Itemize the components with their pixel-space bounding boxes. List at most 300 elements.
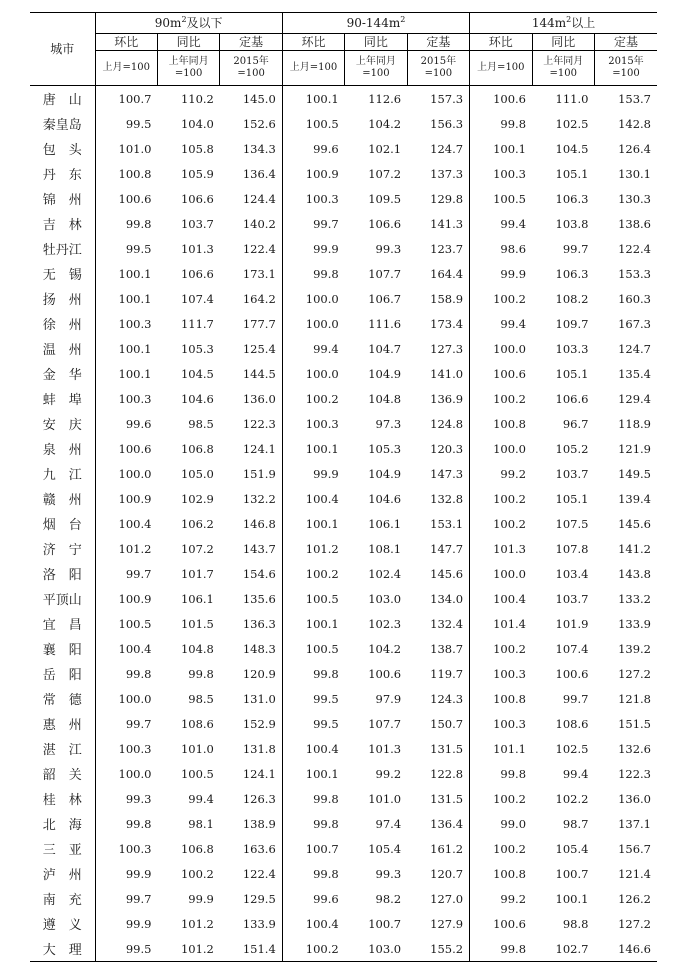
index-value: 111.6 [368,316,402,331]
index-value: 131.5 [430,741,464,756]
index-value: 130.1 [618,166,651,181]
index-value: 100.0 [95,461,157,486]
index-value: 100.2 [470,836,532,861]
index-value: 118.9 [618,416,651,431]
index-value: 147.3 [430,466,464,481]
index-value: 104.5 [555,141,589,156]
index-value: 136.0 [618,791,651,806]
table-row [30,711,657,736]
index-value: 124.8 [430,416,464,431]
index-value: 138.9 [242,816,276,831]
index-value: 110.2 [180,91,214,106]
index-value: 106.1 [368,516,402,531]
index-value: 152.6 [242,116,276,131]
index-value: 98.6 [470,236,532,261]
index-value: 150.7 [430,716,464,731]
index-value: 104.9 [368,366,402,381]
index-value: 99.3 [95,786,157,811]
index-value: 103.4 [555,566,589,581]
index-value: 105.8 [180,141,214,156]
index-value: 100.0 [95,686,157,711]
index-value: 98.5 [188,691,214,706]
index-value: 122.4 [242,866,276,881]
index-value: 156.7 [618,841,651,856]
city-name: 丹 东 [42,168,82,183]
index-value: 100.1 [282,611,344,636]
index-value: 136.3 [242,616,276,631]
city-name: 北 海 [42,818,82,833]
table-row [30,86,657,112]
base-label-prev-year: 上年同月=100 [345,51,407,86]
base-label-2015: 2015年=100 [594,51,657,86]
index-value: 100.3 [470,661,532,686]
index-value: 100.3 [470,711,532,736]
index-value: 105.3 [368,441,402,456]
index-value: 99.7 [95,886,157,911]
city-name: 烟 台 [42,518,82,533]
index-value: 100.2 [470,786,532,811]
sub-header-fixed-base: 定基 [407,34,469,51]
index-value: 142.8 [618,116,651,131]
index-value: 101.3 [180,241,214,256]
table-row [30,236,657,261]
index-value: 137.3 [430,166,464,181]
index-value: 104.8 [368,391,402,406]
table-row [30,836,657,861]
table-row [30,436,657,461]
group-header-under-90: $90m^2$及以下 [95,13,282,34]
index-value: 100.1 [282,86,344,112]
city-name: 扬 州 [42,293,82,308]
index-value: 101.7 [180,566,214,581]
index-value: 101.0 [180,741,214,756]
index-value: 99.2 [470,461,532,486]
index-value: 100.6 [470,911,532,936]
city-name: 锦 州 [42,193,82,208]
index-value: 139.2 [618,641,651,656]
index-value: 102.1 [368,141,402,156]
city-name: 遵 义 [42,918,82,933]
index-value: 100.0 [470,561,532,586]
city-name: 赣 州 [42,493,82,508]
index-value: 143.7 [242,541,276,556]
index-value: 100.3 [282,411,344,436]
index-value: 99.8 [282,261,344,286]
index-value: 108.2 [555,291,589,306]
index-value: 124.3 [430,691,464,706]
index-value: 121.9 [618,441,651,456]
index-value: 100.0 [282,286,344,311]
index-value: 122.4 [242,241,276,256]
index-value: 100.4 [95,636,157,661]
index-value: 99.9 [188,891,214,906]
index-value: 105.1 [555,491,589,506]
index-value: 108.6 [180,716,214,731]
index-value: 105.3 [180,341,214,356]
index-value: 99.8 [188,666,214,681]
index-value: 173.4 [430,316,464,331]
index-value: 127.9 [430,916,464,931]
index-value: 100.3 [95,311,157,336]
index-value: 100.0 [95,761,157,786]
index-value: 98.5 [188,416,214,431]
index-value: 99.5 [95,236,157,261]
index-value: 100.7 [555,866,589,881]
index-value: 129.5 [242,891,276,906]
table-row [30,736,657,761]
index-value: 136.4 [430,816,464,831]
index-value: 100.5 [180,766,214,781]
city-name: 湛 江 [42,743,82,758]
index-value: 100.6 [368,666,402,681]
table-row [30,486,657,511]
index-value: 99.6 [282,886,344,911]
table-row [30,186,657,211]
index-value: 149.5 [618,466,651,481]
index-value: 131.8 [242,741,276,756]
index-value: 161.2 [430,841,464,856]
index-value: 99.5 [282,711,344,736]
index-value: 133.9 [242,916,276,931]
index-value: 167.3 [618,316,651,331]
index-value: 146.6 [594,936,657,962]
group-header-90-144: $90-144m^2$ [282,13,469,34]
index-value: 129.8 [430,191,464,206]
index-value: 102.4 [368,566,402,581]
index-value: 143.8 [618,566,651,581]
table-row [30,386,657,411]
index-value: 100.3 [282,186,344,211]
index-value: 101.0 [368,791,402,806]
index-value: 99.7 [95,711,157,736]
index-value: 100.2 [282,936,344,962]
index-value: 136.9 [430,391,464,406]
index-value: 106.8 [180,441,214,456]
index-value: 145.6 [618,516,651,531]
index-value: 140.2 [242,216,276,231]
index-value: 99.8 [282,811,344,836]
index-value: 103.0 [368,591,402,606]
table-row [30,286,657,311]
table-row [30,536,657,561]
index-value: 103.7 [555,466,589,481]
index-value: 145.6 [430,566,464,581]
table-row [30,111,657,136]
index-value: 99.7 [95,561,157,586]
table-row [30,686,657,711]
index-value: 100.6 [555,666,589,681]
index-value: 158.9 [430,291,464,306]
index-value: 151.9 [242,466,276,481]
index-value: 101.5 [180,616,214,631]
index-value: 99.7 [562,241,589,256]
index-value: 100.4 [282,736,344,761]
index-value: 99.6 [282,136,344,161]
city-name: 南 充 [42,893,82,908]
index-value: 133.2 [618,591,651,606]
index-value: 104.8 [180,641,214,656]
index-value: 153.1 [430,516,464,531]
index-value: 127.2 [618,666,651,681]
index-value: 107.2 [368,166,402,181]
index-value: 99.9 [282,461,344,486]
index-value: 104.6 [368,491,402,506]
index-value: 160.3 [618,291,651,306]
index-value: 124.7 [618,341,651,356]
index-value: 146.8 [242,516,276,531]
index-value: 121.4 [618,866,651,881]
city-name: 蚌 埠 [42,393,82,408]
index-value: 106.6 [555,391,589,406]
index-value: 99.8 [95,811,157,836]
index-value: 138.6 [618,216,651,231]
sub-header-mom: 环比 [470,34,532,51]
index-value: 101.1 [470,736,532,761]
base-label-prev-year: 上年同月=100 [532,51,594,86]
table-row [30,611,657,636]
index-value: 101.2 [95,536,157,561]
city-name: 温 州 [42,343,82,358]
index-value: 97.4 [375,816,402,831]
index-value: 105.0 [180,466,214,481]
index-value: 100.7 [95,86,157,112]
index-value: 103.0 [345,936,407,962]
index-value: 99.7 [562,691,589,706]
index-value: 100.1 [95,361,157,386]
index-value: 107.4 [555,641,589,656]
index-value: 101.2 [157,936,219,962]
index-value: 139.4 [618,491,651,506]
index-value: 99.4 [188,791,214,806]
index-value: 107.8 [555,541,589,556]
city-name: 无 锡 [42,268,82,283]
index-value: 145.0 [242,91,276,106]
index-value: 99.3 [375,241,402,256]
index-value: 99.4 [282,336,344,361]
sub-header-yoy: 同比 [157,34,219,51]
city-name: 牡丹江 [42,243,82,258]
index-value: 99.8 [470,111,532,136]
index-value: 108.1 [368,541,402,556]
index-value: 112.6 [368,91,402,106]
city-name: 济 宁 [42,543,82,558]
index-value: 124.1 [242,766,276,781]
city-name: 襄 阳 [42,643,82,658]
city-name: 三 亚 [42,843,82,858]
index-value: 101.2 [180,916,214,931]
index-value: 121.8 [618,691,651,706]
index-value: 100.1 [470,136,532,161]
index-value: 122.3 [618,766,651,781]
table-row [30,411,657,436]
sub-header-fixed-base: 定基 [594,34,657,51]
table-row [30,211,657,236]
index-value: 100.8 [95,161,157,186]
index-value: 177.7 [242,316,276,331]
index-value: 100.7 [282,836,344,861]
index-value: 104.2 [368,116,402,131]
index-value: 100.4 [470,586,532,611]
table-row [30,886,657,911]
index-value: 100.6 [470,361,532,386]
index-value: 97.9 [375,691,402,706]
index-value: 100.1 [95,336,157,361]
index-value: 100.5 [282,636,344,661]
index-value: 125.4 [242,341,276,356]
city-name: 泸 州 [42,868,82,883]
index-value: 108.6 [555,716,589,731]
index-value: 106.2 [180,516,214,531]
index-value: 100.0 [282,361,344,386]
index-value: 100.8 [470,861,532,886]
index-value: 101.3 [368,741,402,756]
index-value: 100.1 [282,436,344,461]
sub-header-yoy: 同比 [532,34,594,51]
city-name: 惠 州 [42,718,82,733]
table-row [30,761,657,786]
index-value: 123.7 [430,241,464,256]
index-value: 119.7 [430,666,464,681]
index-value: 107.7 [368,266,402,281]
index-value: 120.7 [430,866,464,881]
city-name: 平顶山 [42,593,82,608]
index-value: 100.2 [470,286,532,311]
table-row [30,461,657,486]
city-name: 宜 昌 [42,618,82,633]
index-value: 105.9 [180,166,214,181]
city-name: 韶 关 [42,768,82,783]
city-name: 桂 林 [42,793,82,808]
index-value: 151.5 [618,716,651,731]
index-value: 106.1 [180,591,214,606]
index-value: 131.0 [242,691,276,706]
city-name: 包 头 [42,143,82,158]
index-value: 104.7 [368,341,402,356]
index-value: 100.0 [470,336,532,361]
index-value: 104.5 [180,366,214,381]
index-value: 100.3 [95,836,157,861]
index-value: 99.4 [562,766,589,781]
table-row [30,636,657,661]
index-value: 99.5 [95,936,157,962]
index-value: 102.5 [555,741,589,756]
index-value: 99.5 [282,686,344,711]
index-value: 106.6 [180,191,214,206]
city-name: 秦皇岛 [42,118,82,133]
index-value: 122.3 [242,416,276,431]
index-value: 103.7 [180,216,214,231]
city-name: 唐 山 [42,93,82,108]
index-value: 107.5 [555,516,589,531]
base-label-prev-month: 上月=100 [470,51,532,86]
index-value: 107.2 [180,541,214,556]
index-value: 141.3 [430,216,464,231]
index-value: 99.5 [95,111,157,136]
table-body [30,86,657,962]
index-value: 100.9 [282,161,344,186]
table-row [30,936,657,962]
index-value: 144.5 [242,366,276,381]
table-row [30,511,657,536]
index-value: 100.2 [282,561,344,586]
index-value: 132.6 [618,741,651,756]
index-value: 126.2 [618,891,651,906]
index-value: 106.7 [368,291,402,306]
base-label-2015: 2015年=100 [407,51,469,86]
index-value: 134.0 [430,591,464,606]
index-value: 100.5 [95,611,157,636]
index-value: 99.0 [470,811,532,836]
index-value: 98.1 [188,816,214,831]
city-name: 九 江 [42,468,82,483]
index-value: 147.7 [430,541,464,556]
index-value: 105.1 [555,166,589,181]
index-value: 109.7 [555,316,589,331]
index-value: 103.3 [555,341,589,356]
index-value: 120.3 [430,441,464,456]
index-value: 164.2 [242,291,276,306]
index-value: 107.4 [180,291,214,306]
index-value: 100.6 [95,186,157,211]
table-row [30,336,657,361]
index-value: 97.3 [375,416,402,431]
index-value: 136.4 [242,166,276,181]
city-name: 洛 阳 [42,568,82,583]
index-value: 99.9 [95,911,157,936]
index-value: 101.3 [470,536,532,561]
index-value: 105.4 [368,841,402,856]
index-value: 111.0 [555,91,589,106]
index-value: 152.9 [242,716,276,731]
index-value: 100.3 [470,161,532,186]
index-value: 100.2 [470,386,532,411]
index-value: 99.8 [282,861,344,886]
index-value: 164.4 [430,266,464,281]
index-value: 99.4 [470,211,532,236]
index-value: 126.4 [618,141,651,156]
index-value: 135.4 [618,366,651,381]
sub-header-mom: 环比 [282,34,344,51]
index-value: 105.1 [555,366,589,381]
index-value: 102.3 [368,616,402,631]
table-row [30,911,657,936]
index-value: 131.5 [430,791,464,806]
index-value: 100.8 [470,411,532,436]
index-value: 124.1 [242,441,276,456]
index-value: 127.2 [618,916,651,931]
sub-header-mom: 环比 [95,34,157,51]
index-value: 148.3 [242,641,276,656]
base-label-prev-month: 上月=100 [95,51,157,86]
table-row [30,561,657,586]
index-value: 98.7 [562,816,589,831]
index-value: 100.3 [95,736,157,761]
index-value: 104.2 [368,641,402,656]
index-value: 153.3 [618,266,651,281]
table-row [30,361,657,386]
index-value: 151.4 [220,936,282,962]
index-value: 100.4 [95,511,157,536]
index-value: 109.5 [368,191,402,206]
index-value: 99.6 [95,411,157,436]
index-value: 100.1 [282,511,344,536]
index-value: 100.9 [95,586,157,611]
index-value: 134.3 [242,141,276,156]
index-value: 107.7 [368,716,402,731]
index-value: 100.4 [282,911,344,936]
table-row [30,661,657,686]
index-value: 104.9 [368,466,402,481]
